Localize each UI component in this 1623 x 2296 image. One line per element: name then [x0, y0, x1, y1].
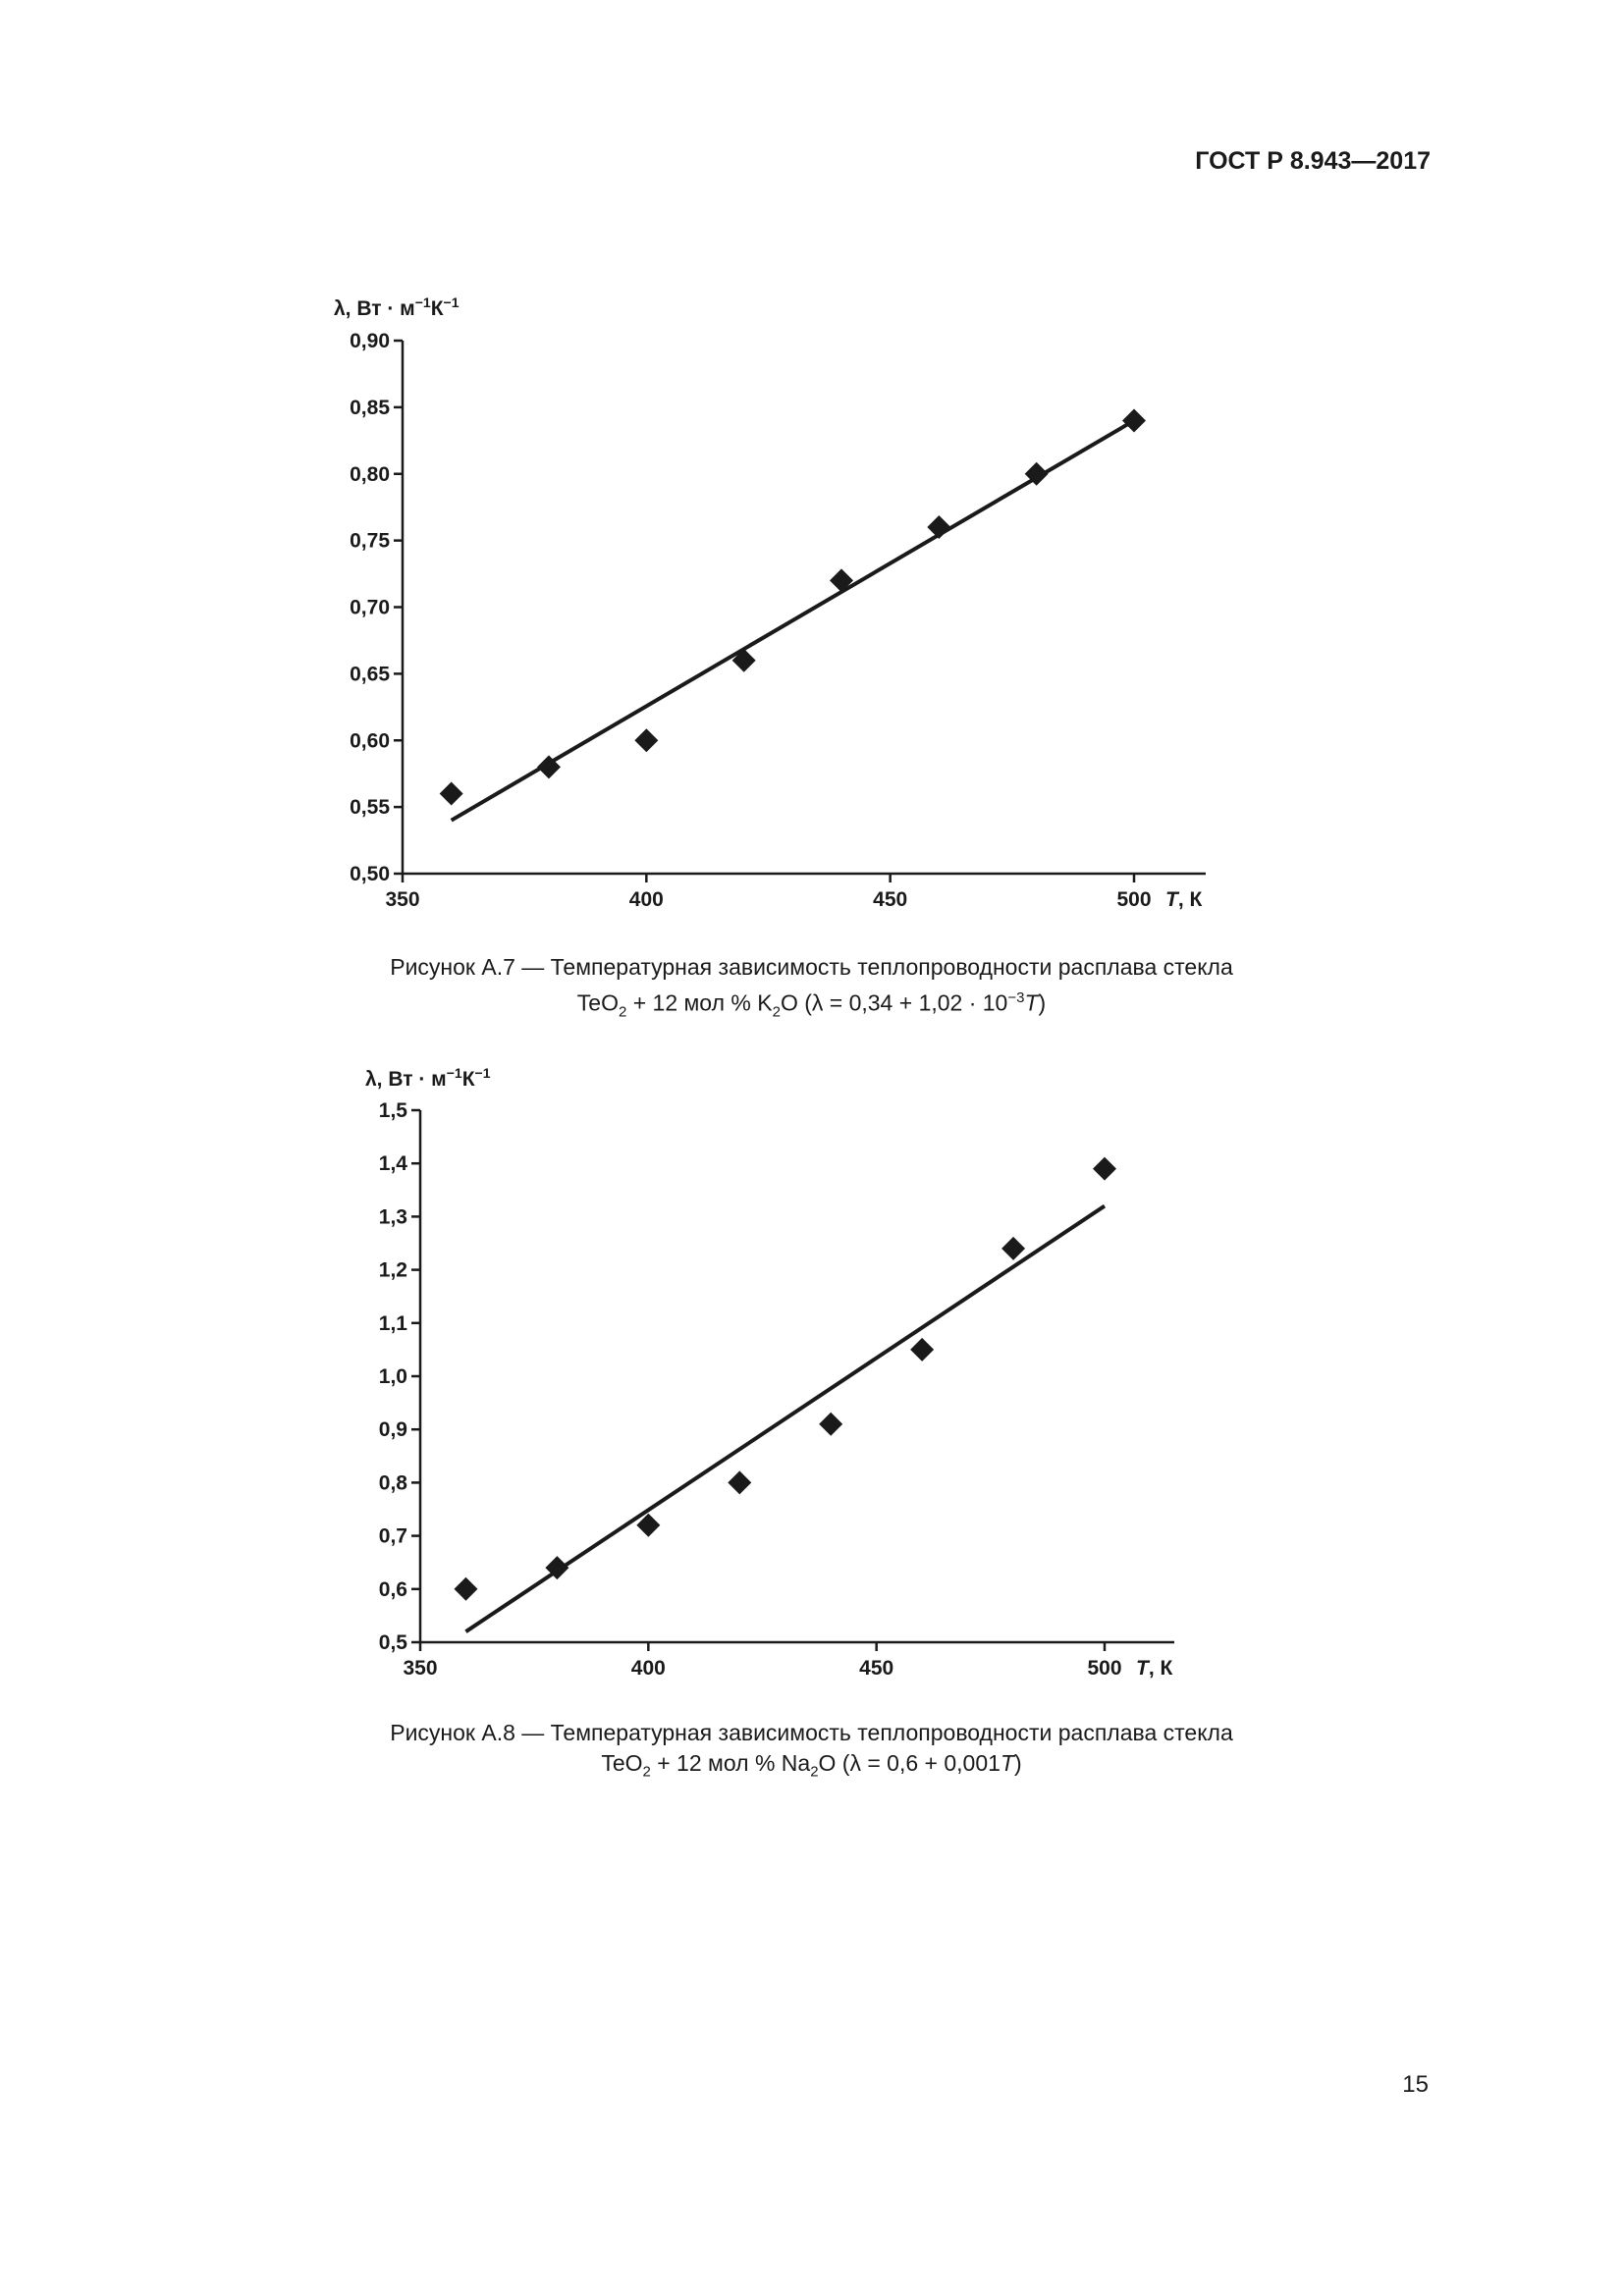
y-tick-label: 0,65 — [350, 663, 390, 686]
y-tick-label: 0,75 — [350, 529, 390, 553]
y-tick-label: 1,2 — [378, 1258, 407, 1282]
y-tick-label: 1,4 — [378, 1152, 407, 1176]
x-axis-label: T, К — [1165, 888, 1203, 911]
document-header: ГОСТ Р 8.943—2017 — [1195, 147, 1431, 175]
y-tick-label: 1,1 — [378, 1311, 407, 1335]
x-tick-label: 400 — [630, 1657, 666, 1680]
x-tick-label: 400 — [628, 888, 664, 911]
y-axis-label: λ, Вт · $м^{-1}К^{-1}$ — [334, 294, 460, 320]
y-tick-label: 1,5 — [378, 1099, 407, 1122]
data-point — [454, 1577, 477, 1601]
page-number: 15 — [1402, 2071, 1429, 2098]
x-tick-label: 500 — [1116, 888, 1152, 911]
y-tick-label: 0,50 — [350, 863, 390, 885]
data-point — [819, 1413, 842, 1436]
y-tick-label: 0,60 — [350, 729, 390, 753]
y-tick-label: 0,55 — [350, 796, 390, 820]
x-axis-label: T, К — [1136, 1657, 1173, 1680]
y-tick-label: 0,70 — [350, 596, 390, 619]
caption-line-2: TeO$_2$ + 12 мол % $Na_2O$ (λ = 0,6 + 0,001T) — [601, 1750, 1022, 1781]
y-tick-label: 0,8 — [378, 1471, 407, 1495]
y-tick-label: 1,3 — [378, 1205, 407, 1229]
caption-line-1: Рисунок А.8 — Температурная зависимость теплопроводности расплава стекла — [390, 1720, 1233, 1745]
y-tick-label: 0,85 — [350, 396, 390, 419]
caption-line-1: Рисунок А.7 — Температурная зависимость теплопроводности расплава стекла — [390, 954, 1233, 980]
x-tick-label: 450 — [873, 888, 908, 911]
data-point — [728, 1470, 751, 1494]
y-tick-label: 1,0 — [378, 1365, 407, 1388]
y-tick-label: 0,6 — [378, 1577, 407, 1601]
y-tick-label: 0,90 — [350, 330, 390, 352]
data-point — [1001, 1237, 1025, 1260]
x-tick-label: 500 — [1087, 1657, 1122, 1680]
x-tick-label: 350 — [403, 1657, 438, 1680]
figure-caption-a8 — [0, 1718, 1623, 1788]
y-tick-label: 0,80 — [350, 462, 390, 486]
y-tick-label: 0,7 — [378, 1524, 407, 1548]
y-axis-label: λ, Вт · $м^{-1}К^{-1}$ — [365, 1065, 491, 1091]
x-tick-label: 350 — [385, 888, 420, 911]
caption-line-2: TeO$_2$ + 12 мол % $K_2O$ $(\lambda = 0,34 + 1,02 \cdot 10^{-3}T)$ — [576, 989, 1047, 1021]
y-tick-label: 0,5 — [378, 1631, 407, 1654]
data-point — [1093, 1157, 1116, 1181]
y-tick-label: 0,9 — [378, 1418, 407, 1442]
data-point — [910, 1338, 934, 1362]
x-tick-label: 450 — [859, 1657, 894, 1680]
